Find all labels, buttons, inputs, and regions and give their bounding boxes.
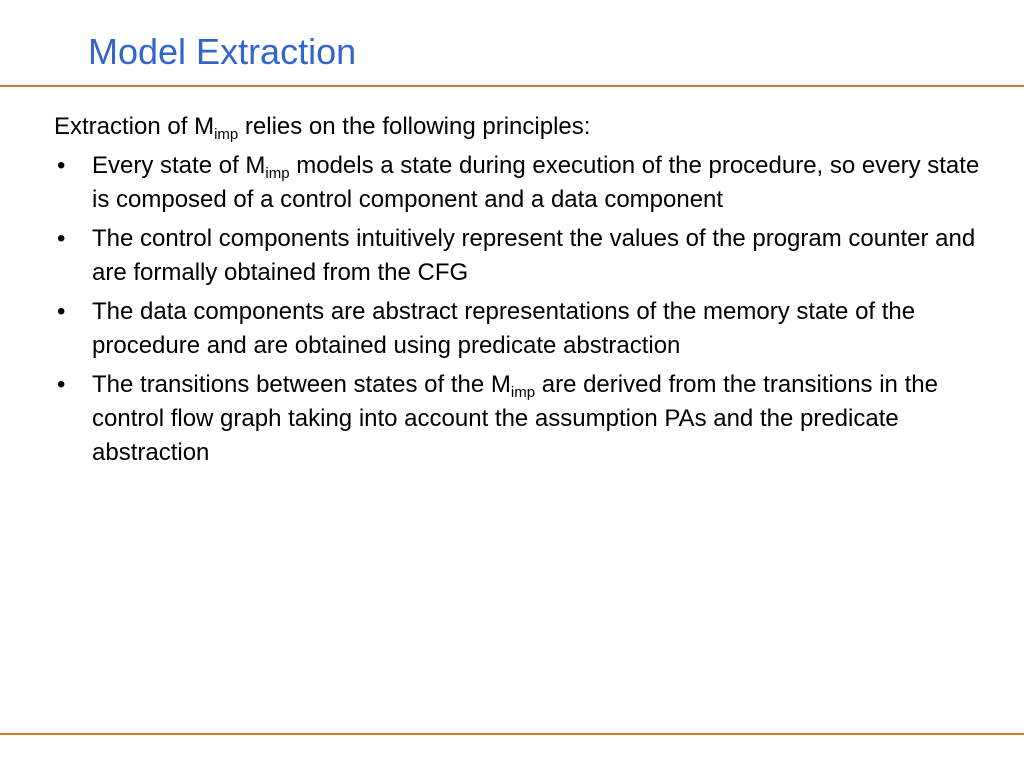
- bullet-item-data: [54, 295, 994, 363]
- bullet-item-state: [54, 149, 994, 217]
- bullet-text-end: models a state during execution of the procedure, so every state is composed of a control component and a data component: [92, 152, 980, 213]
- intro-text-start: Extraction of M: [54, 113, 215, 140]
- bullet-subscript: imp: [265, 165, 290, 182]
- bullet-subscript: imp: [510, 384, 536, 401]
- slide-title: Model Extraction: [88, 31, 357, 72]
- footer-divider: [0, 733, 1024, 735]
- intro-text: [54, 110, 994, 144]
- bullet-item-transitions: [54, 368, 994, 470]
- bullet-text-start: Every state of M: [92, 152, 266, 179]
- bullet-text: The data components are abstract representations of the memory state of the procedure and are obtained using predicate abstraction: [92, 298, 916, 359]
- slide-body: [54, 110, 994, 475]
- bullet-marker: •: [57, 298, 66, 325]
- intro-text-end: relies on the following principles:: [238, 113, 591, 140]
- bullet-text-start: The transitions between states of the M: [92, 371, 511, 398]
- title-divider: [0, 85, 1024, 87]
- bullet-item-control: [54, 222, 994, 290]
- intro-subscript: imp: [214, 126, 239, 143]
- bullet-text-end: are derived from the transitions in the control flow graph taking into account the assumption PAs and the predicate abstraction: [92, 371, 938, 466]
- bullet-marker: •: [57, 225, 66, 252]
- bullet-marker: •: [57, 371, 66, 398]
- bullet-marker: •: [57, 152, 66, 179]
- bullet-text: The control components intuitively represent the values of the program counter and are formally obtained from the CFG: [92, 225, 976, 286]
- bullet-list: [54, 149, 994, 470]
